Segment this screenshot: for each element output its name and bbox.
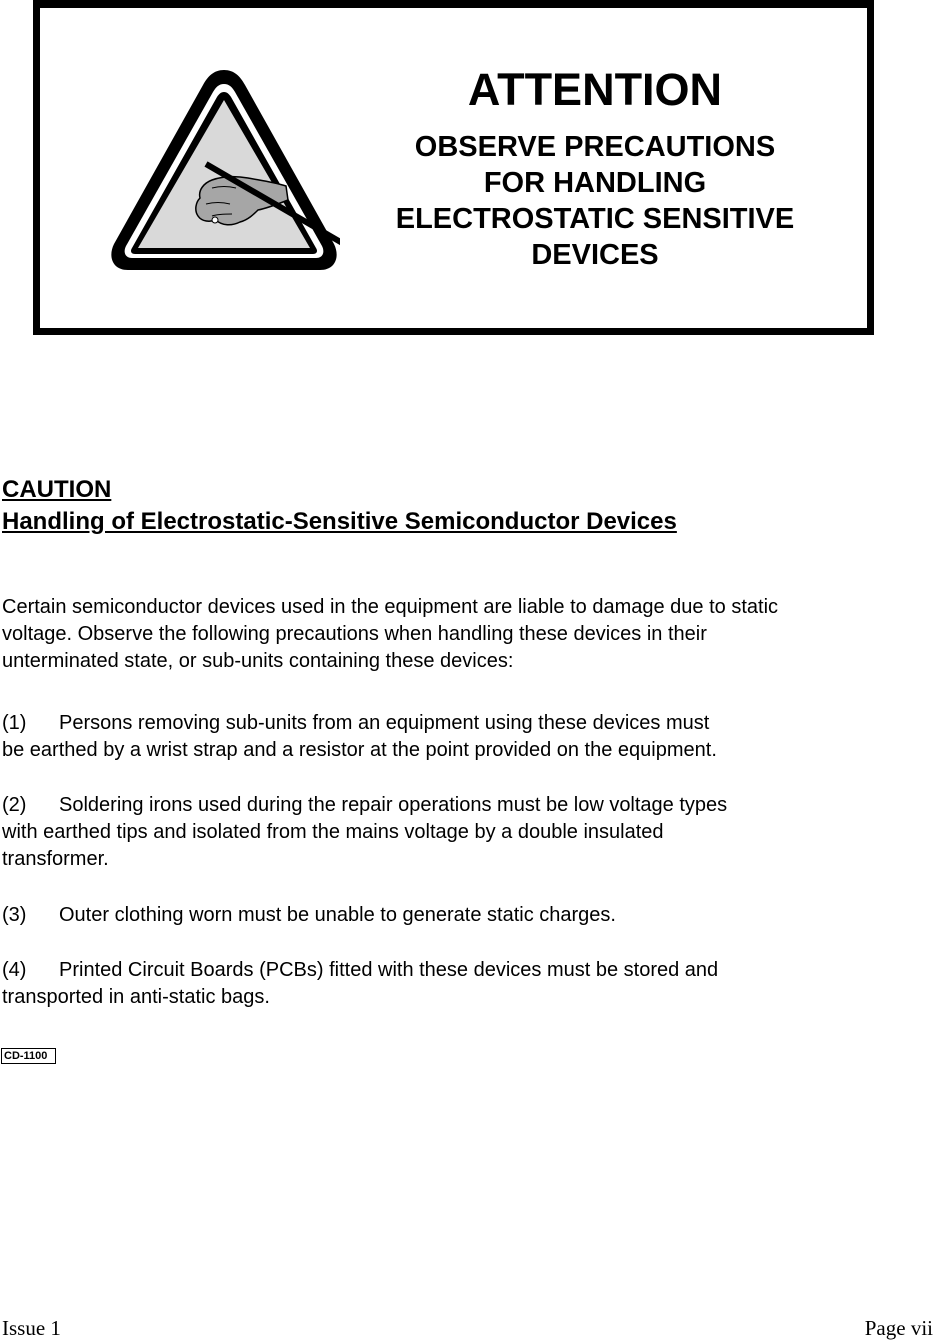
footer-issue: Issue 1 bbox=[2, 1316, 61, 1340]
precaution-item-line bbox=[2, 902, 941, 929]
attention-message bbox=[365, 129, 825, 273]
footer-page-number: Page vii bbox=[864, 1316, 933, 1340]
document-code-label: CD-1100 bbox=[1, 1048, 56, 1064]
caution-title bbox=[2, 475, 111, 505]
caution-subtitle: Handling of Electrostatic-Sensitive Semiconductor Devices bbox=[2, 508, 677, 535]
attention-line: OBSERVE PRECAUTIONS bbox=[414, 131, 776, 163]
precaution-item-line bbox=[2, 792, 941, 819]
precaution-item-1 bbox=[2, 710, 941, 764]
precaution-text: Soldering irons used during the repair operations must be low voltage types bbox=[59, 794, 728, 816]
precaution-text: Persons removing sub-units from an equipment using these devices must bbox=[59, 712, 710, 734]
precaution-number: (4) bbox=[2, 959, 27, 981]
precaution-item-4 bbox=[2, 957, 941, 1011]
attention-line: FOR HANDLING bbox=[483, 167, 707, 199]
precaution-text: Printed Circuit Boards (PCBs) fitted with these devices must be stored and bbox=[59, 959, 719, 981]
intro-line: unterminated state, or sub-units containing these devices: bbox=[2, 650, 514, 672]
precaution-number: (3) bbox=[2, 904, 27, 926]
precaution-text: Outer clothing worn must be unable to generate static charges. bbox=[59, 904, 616, 926]
precaution-text: transformer. bbox=[2, 848, 109, 870]
precaution-text: with earthed tips and isolated from the mains voltage by a double insulated bbox=[2, 821, 664, 843]
precaution-text: be earthed by a wrist strap and a resistor at the point provided on the equipment. bbox=[2, 739, 717, 761]
attention-heading: ATTENTION bbox=[467, 64, 723, 115]
precaution-number: (1) bbox=[2, 712, 27, 734]
precaution-item-line bbox=[2, 710, 941, 737]
attention-line: DEVICES bbox=[531, 239, 659, 271]
precaution-text: transported in anti-static bags. bbox=[2, 986, 270, 1008]
attention-line: ELECTROSTATIC SENSITIVE bbox=[395, 203, 795, 235]
intro-line: Certain semiconductor devices used in the equipment are liable to damage due to static bbox=[2, 596, 779, 618]
attention-box bbox=[33, 0, 874, 335]
precaution-item-line bbox=[2, 957, 941, 984]
precaution-item-3 bbox=[2, 902, 941, 929]
intro-paragraph bbox=[2, 594, 941, 675]
intro-line: voltage. Observe the following precautions when handling these devices in their bbox=[2, 623, 707, 645]
precaution-number: (2) bbox=[2, 794, 27, 816]
esd-warning-triangle-icon bbox=[108, 64, 340, 276]
precaution-item-2 bbox=[2, 792, 941, 873]
caution-title-text: CAUTION bbox=[2, 476, 112, 503]
